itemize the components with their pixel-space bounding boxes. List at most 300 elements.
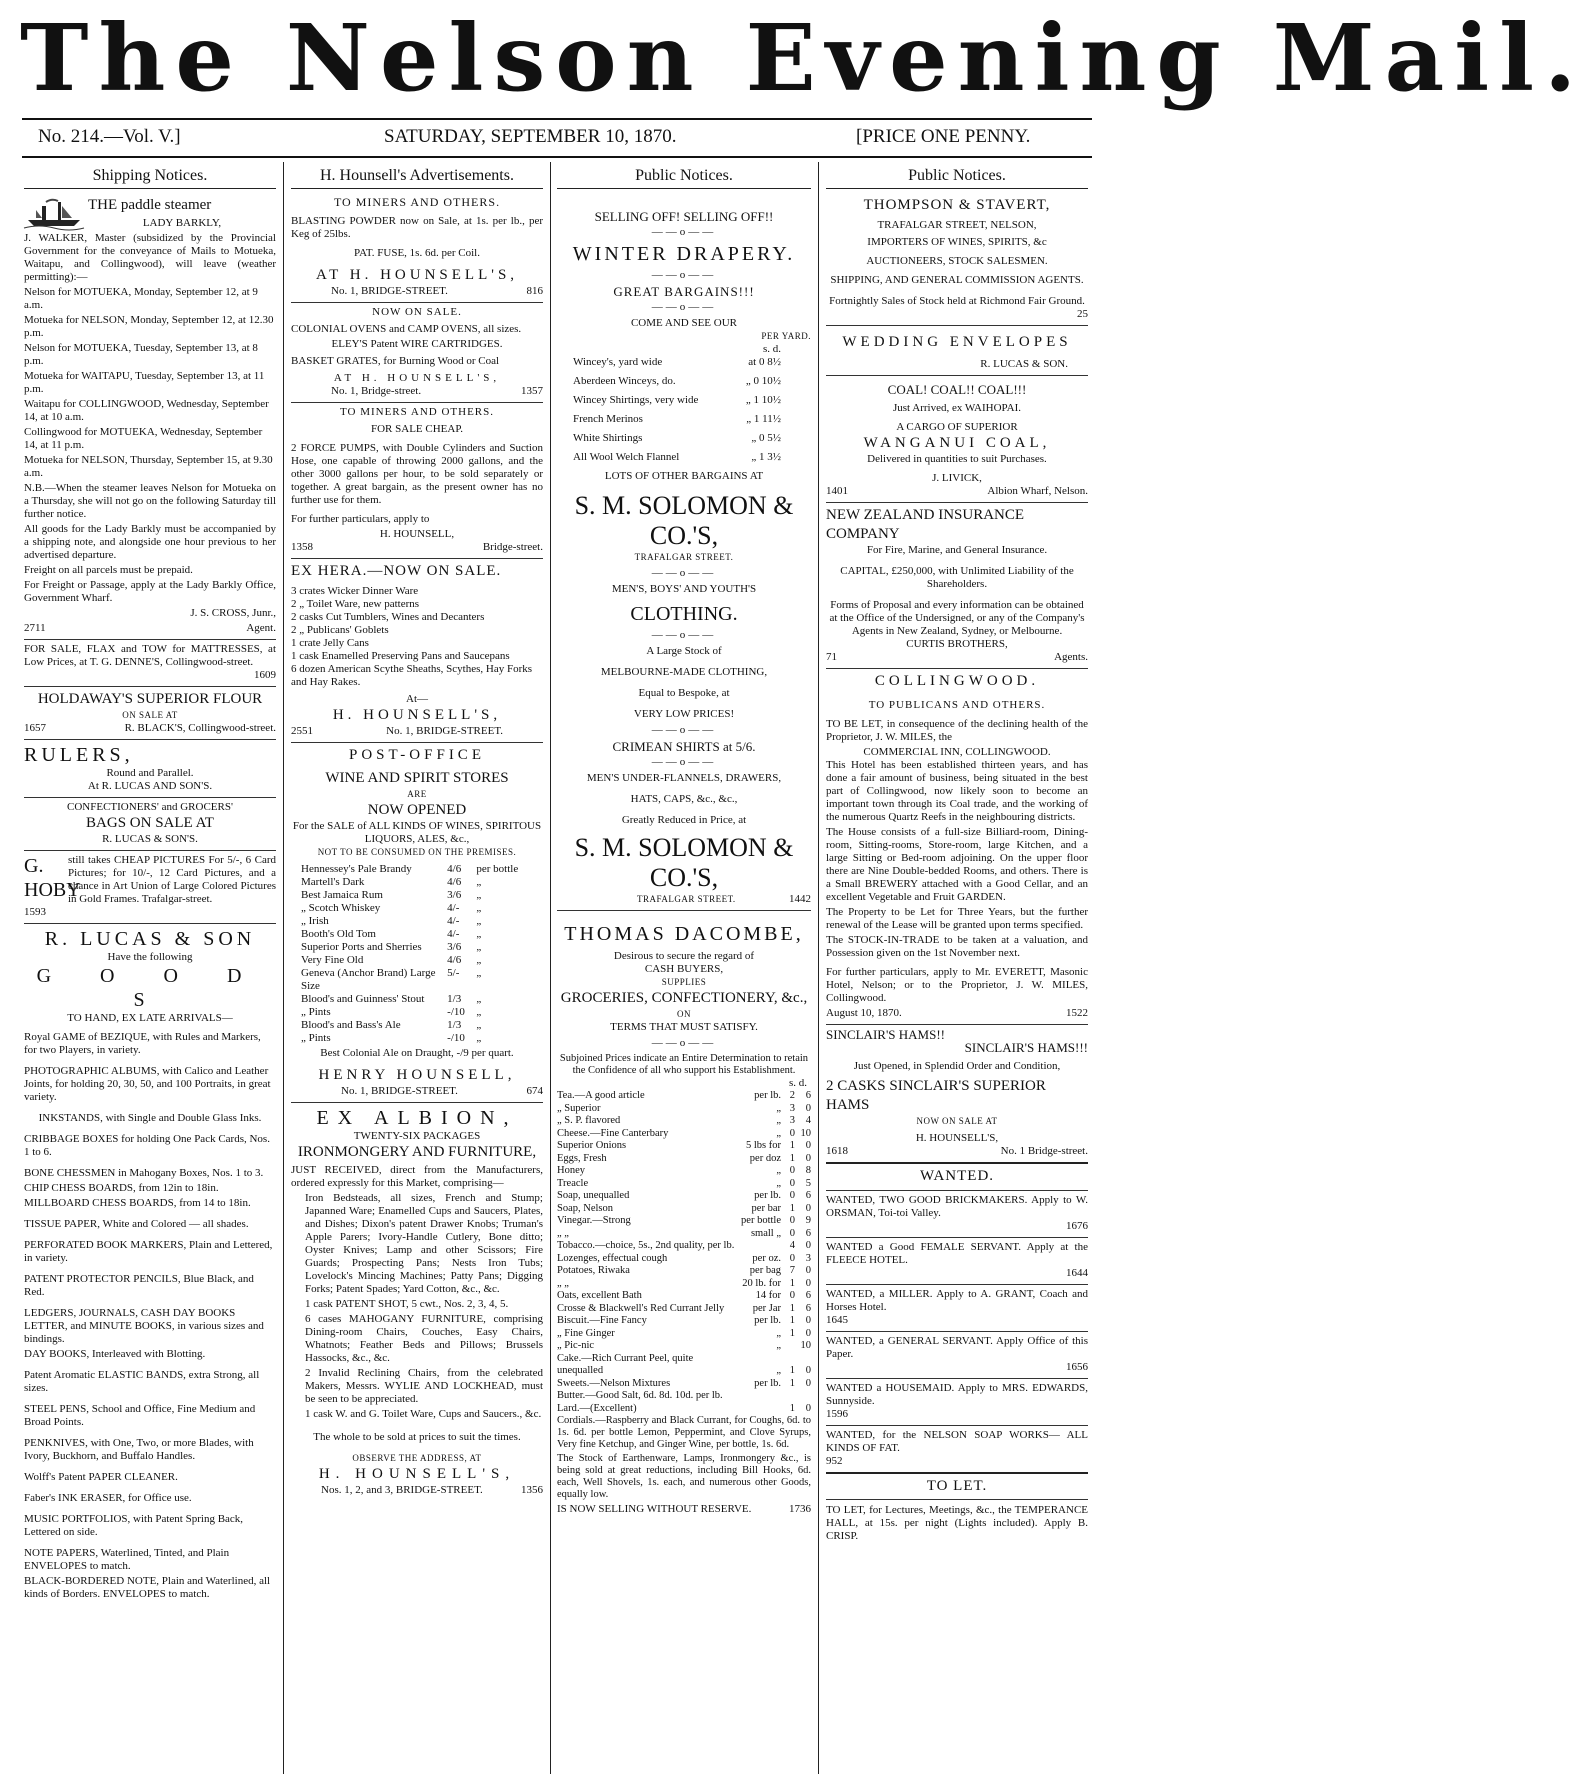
price-row: Butter.—Good Salt, 6d. 8d. 10d. per lb.	[557, 1390, 723, 1401]
hera-item: 3 crates Wicker Dinner Ware	[291, 585, 419, 597]
albion-item: Iron Bedsteads, all sizes, French and Stump; Japanned Ware; Enamelled Cups and Saucers, Plates, and Dishes; Dixon's patent Drawer Knobs; Truman's Apple Parers; Ivory-Handle Cutlery, Bone ditto; Oyster Knives; Lamp and other Scissors; Fire Guards; Prospecting Pans; Nests Iron Tubs; Lovelock's Mincing Machines; Patty Pans; Digging Forks; Patent Spades; Yard Cotton, &c., &c.	[305, 1192, 543, 1295]
barkly-sailing: Collingwood for MOTUEKA, Wednesday, September 14, at 11 p.m.	[24, 426, 263, 451]
column-public-notices	[557, 166, 811, 1774]
hounsell-name: H. HOUNSELL'S,	[318, 1466, 516, 1482]
price-row: Geneva (Anchor Brand) Large Size 5/- „	[301, 967, 482, 992]
wanted-ad	[826, 1332, 1088, 1379]
price-row: „ „ 20 lb. for 1 0	[557, 1277, 811, 1289]
lucas-item: PHOTOGRAPHIC ALBUMS, with Calico and Leather Joints, for holding 20, 30, 50, and 100 Portraits, in great variety.	[24, 1065, 271, 1103]
miners-title: TO MINERS AND OTHERS.	[333, 195, 501, 209]
lucas-item: DAY BOOKS, Interleaved with Blotting.	[24, 1348, 206, 1360]
collingwood-sub: TO PUBLICANS AND OTHERS.	[868, 699, 1046, 711]
lucas-item: BONE CHESSMEN in Mahogany Boxes, Nos. 1 to 3.	[24, 1167, 264, 1179]
wanted-ad	[826, 1238, 1088, 1285]
ad-number: 1736	[789, 1503, 811, 1515]
hounsell-address: No. 1, BRIDGE-STREET.	[386, 725, 503, 737]
fabric-row: Aberdeen Winceys, do. „ 0 10½	[573, 375, 781, 387]
price-row: Superior Onions 5 lbs for 1 0	[557, 1140, 811, 1151]
albion-item: 1 cask PATENT SHOT, 5 cwt., Nos. 2, 3, 4, 5.	[305, 1298, 509, 1310]
greatly-reduced: Greatly Reduced in Price, at	[621, 814, 747, 826]
barkly-sailing: Nelson for MOTUEKA, Monday, September 12, at 9 a.m.	[24, 286, 258, 311]
blasting-text: BLASTING POWDER now on Sale, at 1s. per lb., per Keg of 25lbs.	[291, 215, 543, 240]
mens-clothing: MEN'S, BOYS' AND YOUTH'S	[611, 583, 757, 595]
solomon-name: S. M. SOLOMON & CO.'S,	[574, 833, 794, 892]
barkly-sailing: Waitapu for COLLINGWOOD, Wednesday, September 14, at 10 a.m.	[24, 398, 269, 423]
flour-ad	[24, 687, 276, 740]
hounsell-address: No. 1, BRIDGE-STREET.	[341, 1085, 458, 1097]
barkly-sailing: Motueka for NELSON, Thursday, September 15, at 9.30 a.m.	[24, 454, 273, 479]
collingwood-intro: TO BE LET, in consequence of the declining health of the Proprietor, J. W. MILES, the	[826, 718, 1088, 743]
wedding-by: R. LUCAS & SON.	[980, 358, 1068, 370]
very-low-prices: VERY LOW PRICES!	[633, 708, 735, 720]
flour-title: HOLDAWAY'S SUPERIOR FLOUR	[37, 691, 263, 707]
hams-opened: Just Opened, in Splendid Order and Condition,	[853, 1060, 1061, 1072]
price-row: Booth's Old Tom 4/- „	[301, 928, 482, 940]
sd-header: s. d.	[788, 1077, 807, 1089]
lucas-item: NOTE PAPERS, Waterlined, Tinted, and Plain ENVELOPES to match.	[24, 1547, 230, 1572]
come-and-see: COME AND SEE OUR	[630, 317, 738, 329]
price-row: „ Pic-nic „ 10	[557, 1340, 811, 1351]
dateline-rule	[22, 156, 1092, 158]
price-row: Honey „ 0 8	[557, 1165, 811, 1176]
ornament-divider: ——o——	[651, 724, 717, 736]
dacombe-desirous: Desirous to secure the regard of	[613, 950, 755, 962]
flour-address: R. BLACK'S, Collingwood-street.	[124, 722, 276, 734]
pumps-apply: For further particulars, apply to	[291, 513, 430, 525]
ovens-text: BASKET GRATES, for Burning Wood or Coal	[291, 355, 500, 367]
coal-ad	[826, 376, 1088, 503]
hounsell-address: No. 1, Bridge-street.	[331, 385, 422, 397]
pumps-sub: FOR SALE CHEAP.	[371, 423, 463, 435]
ad-number: 2711	[24, 622, 46, 634]
ad-number: 1657	[24, 722, 46, 734]
barkly-name: LADY BARKLY,	[142, 217, 222, 229]
price-row: Biscuit.—Fine Fancy per lb. 1 0	[557, 1315, 811, 1326]
coal-name: WANGANUI COAL,	[863, 435, 1051, 451]
lucas-ad	[24, 924, 276, 1607]
barkly-body: J. WALKER, Master (subsidized by the Provincial Government for the conveyance of Mails to Motueka, Waitapu, and Collingwood), will leave (weather permitting):—	[24, 232, 276, 283]
ad-number: 71	[826, 651, 837, 663]
dacombe-name: THOMAS DACOMBE,	[564, 923, 804, 945]
fabric-row: White Shirtings „ 0 5½	[573, 432, 781, 444]
ovens-text: ELEY'S Patent WIRE CARTRIDGES.	[331, 338, 503, 350]
henry-hounsell: HENRY HOUNSELL,	[318, 1067, 516, 1083]
po-title: POST-OFFICE	[349, 747, 485, 763]
albion-text: JUST RECEIVED, direct from the Manufacturers, ordered expressly for this Market, comprising—	[291, 1164, 543, 1189]
po-not: NOT TO BE CONSUMED ON THE PREMISES.	[317, 847, 517, 857]
insurance-capital: CAPITAL, £250,000, with Unlimited Liability of the Shareholders.	[840, 565, 1074, 590]
column-heading: Public Notices.	[826, 166, 1088, 189]
price-row: Eggs, Fresh per doz 1 0	[557, 1152, 811, 1164]
dacombe-on: ON	[677, 1009, 691, 1019]
barkly-passage: For Freight or Passage, apply at the Lady Barkly Office, Government Wharf.	[24, 579, 276, 604]
melbourne-clothing: MELBOURNE-MADE CLOTHING,	[600, 666, 768, 678]
hoby-ad	[24, 851, 276, 924]
albion-item: 1 cask W. and G. Toilet Ware, Cups and Saucers., &c.	[305, 1408, 542, 1420]
trafalgar-street: TRAFALGAR STREET.	[634, 552, 734, 562]
hounsell-address: No. 1, BRIDGE-STREET.	[331, 285, 448, 297]
equal-bespoke: Equal to Bespoke, at	[638, 687, 730, 699]
hera-item: 2 „ Publicans' Goblets	[291, 624, 389, 636]
hoby-text: still takes CHEAP PICTURES For 5/-, 6 Card Pictures; for 10/-, 12 Card Pictures, and a chance in Art Union of Large Colored Pictures in Gold Frames. Trafalgar-street.	[68, 854, 276, 905]
hams-title: SINCLAIR'S HAMS!!!	[964, 1040, 1088, 1055]
lots-of-bargains: LOTS OF OTHER BARGAINS AT	[604, 470, 764, 482]
wanted-text: WANTED a HOUSEMAID. Apply to MRS. EDWARDS, Sunnyside.	[826, 1382, 1088, 1407]
great-bargains: GREAT BARGAINS!!!	[613, 284, 755, 299]
hounsell-address: Nos. 1, 2, and 3, BRIDGE-STREET.	[321, 1484, 483, 1496]
lucas-item: Patent Aromatic ELASTIC BANDS, extra Strong, all sizes.	[24, 1369, 260, 1394]
lucas-item: CRIBBAGE BOXES for holding One Pack Cards, Nos. 1 to 6.	[24, 1133, 270, 1158]
price-row: Treacle „ 0 5	[557, 1177, 811, 1189]
thompson-shipping: SHIPPING, AND GENERAL COMMISSION AGENTS.	[830, 274, 1084, 286]
column-divider	[283, 162, 284, 1774]
price-row: Oats, excellent Bath 14 for 0 6	[557, 1290, 811, 1301]
barkly-role: Agent.	[246, 622, 276, 634]
dacombe-subjoined: Subjoined Prices indicate an Entire Determination to retain the Confidence of all who support his Establishment.	[559, 1053, 809, 1076]
column-shipping	[24, 166, 276, 1774]
albion-observe: OBSERVE THE ADDRESS, AT	[352, 1453, 482, 1463]
ad-number: 1593	[24, 906, 46, 918]
large-stock: A Large Stock of	[646, 645, 722, 657]
po-are: ARE	[407, 789, 427, 799]
pumps-title: TO MINERS AND OTHERS.	[339, 406, 495, 418]
coal-signature: J. LIVICK,	[932, 472, 982, 484]
ad-number: 2551	[291, 725, 313, 737]
coal-cargo: A CARGO OF SUPERIOR	[896, 421, 1018, 433]
hats-caps: HATS, CAPS, &c., &c.,	[630, 793, 738, 805]
albion-item: 6 cases MAHOGANY FURNITURE, comprising Dining-room Chairs, Couches, Easy Chairs, Whatnots; Feather Beds and Pillows; Brussels Hassocks, &c., &c.	[305, 1313, 543, 1364]
hera-item: 1 cask Enamelled Preserving Pans and Saucepans	[291, 650, 510, 662]
dacombe-ad	[557, 911, 811, 1520]
ad-number: 1357	[521, 385, 543, 397]
ad-number: 1356	[521, 1484, 543, 1496]
price-row: „ „ small „ 0 6	[557, 1227, 811, 1239]
wanted-text: WANTED, TWO GOOD BRICKMAKERS. Apply to W. ORSMAN, Toi-toi Valley.	[826, 1194, 1088, 1219]
barkly-nb: N.B.—When the steamer leaves Nelson for Motueka on a Thursday, she will not go on the following Saturday till further notice.	[24, 482, 276, 520]
masthead-title: The Nelson Evening Mail.	[20, 4, 1586, 112]
ad-number: 1358	[291, 541, 313, 553]
price-row: Cheese.—Fine Canterbary „ 0 10	[557, 1127, 811, 1139]
dacombe-closing: IS NOW SELLING WITHOUT RESERVE.	[557, 1503, 752, 1515]
dacombe-stock: The Stock of Earthenware, Lamps, Ironmongery &c., is being sold at great reductions, including Bill Hooks, 6d. each, Well Shovels, 1s. each, and numerous other Goods, equally low.	[557, 1453, 811, 1500]
solomon-name: S. M. SOLOMON & CO.'S,	[574, 491, 794, 550]
hera-ad	[291, 559, 543, 743]
wanted-section	[826, 1164, 1088, 1191]
ad-number: 1644	[1066, 1267, 1088, 1279]
hams-casks: 2 CASKS SINCLAIR'S SUPERIOR HAMS	[826, 1078, 1046, 1113]
price-row: Best Jamaica Rum 3/6 „	[301, 889, 482, 901]
blasting-ad	[291, 193, 543, 303]
lucas-item: PENKNIVES, with One, Two, or more Blades, with Ivory, Buckhorn, and Buffalo Handles.	[24, 1437, 254, 1462]
coal-title: COAL! COAL!! COAL!!!	[887, 382, 1027, 397]
po-price-list	[291, 859, 543, 1045]
ornament-divider: ——o——	[651, 629, 717, 641]
hoby-title: G. HOBY	[24, 855, 81, 901]
collingwood-paragraph: The STOCK-IN-TRADE to be taken at a valuation, and Possession given on the 1st November next.	[826, 934, 1088, 959]
lucas-item: INKSTANDS, with Single and Double Glass Inks.	[38, 1112, 262, 1124]
column-hounsell	[291, 166, 543, 1774]
price-row: Soap, Nelson per bar 1 0	[557, 1202, 811, 1214]
post-office-stores-ad	[291, 743, 543, 1103]
hera-at: At—	[406, 693, 428, 705]
barkly-goods: All goods for the Lady Barkly must be accompanied by a shipping note, and alongside one hour previous to her advertised departure.	[24, 523, 276, 561]
column-divider	[550, 162, 551, 1774]
hounsell-name: AT H. HOUNSELL'S,	[315, 267, 519, 283]
price-row: Potatoes, Riwaka per bag 7 0	[557, 1265, 811, 1276]
price-row: Martell's Dark 4/6 „	[301, 876, 482, 888]
coal-delivered: Delivered in quantities to suit Purchases.	[867, 453, 1047, 465]
price-row: „ Superior „ 3 0	[557, 1102, 811, 1114]
collingwood-paragraph: The Property to be Let for Three Years, but the further renewal of the Lease will be granted upon terms specified.	[826, 906, 1088, 931]
ad-number: 1645	[826, 1314, 848, 1326]
po-open: NOW OPENED	[367, 802, 467, 818]
winter-drapery: WINTER DRAPERY.	[572, 243, 796, 265]
collingwood-paragraph: The House consists of a full-size Billiard-room, Dining-room, Sitting-rooms, Store-room, large Kitchen, and a large Sitting or Bed-room adjoining. On the upper floor there are Nine Double-bedded Rooms, and others. There is a Small BREWERY attached with a Good Cellar, and an excellent Vegetable and Fruit GARDEN.	[826, 826, 1088, 903]
fuse-text: PAT. FUSE, 1s. 6d. per Coil.	[354, 247, 480, 259]
grocery-price-table	[557, 1090, 811, 1415]
price-row: Lozenges, effectual cough per oz. 0 3	[557, 1252, 811, 1264]
ad-number: 674	[526, 1085, 543, 1097]
price-row: „ S. P. flavored „ 3 4	[557, 1115, 811, 1126]
price-row: Lard.—(Excellent) 1 0	[557, 1402, 811, 1414]
ad-number: 1609	[254, 669, 276, 681]
sd-header: s. d.	[762, 343, 781, 355]
albion-item: 2 Invalid Reclining Chairs, from the celebrated Makers, Messrs. WYLIE AND LOCKHEAD, must be seen to be appreciated.	[305, 1367, 543, 1405]
wanted-text: WANTED, a MILLER. Apply to A. GRANT, Coach and Horses Hotel.	[826, 1288, 1088, 1313]
thompson-importers: IMPORTERS OF WINES, SPIRITS, &c	[867, 236, 1047, 248]
ad-number: 1522	[1066, 1007, 1088, 1019]
ornament-divider: ——o——	[651, 567, 717, 579]
wanted-ad	[826, 1191, 1088, 1238]
insurance-title: NEW ZEALAND INSURANCE COMPANY	[826, 507, 1025, 542]
hounsell-name: H. HOUNSELL'S,	[915, 1132, 999, 1144]
price-row: Sweets.—Nelson Mixtures per lb. 1 0	[557, 1377, 811, 1389]
wanted-ad	[826, 1426, 1088, 1474]
price-row: Vinegar.—Strong per bottle 0 9	[557, 1215, 811, 1226]
column-public-notices-2	[826, 166, 1088, 1774]
fabric-row: Wincey Shirtings, very wide „ 1 10½	[573, 394, 781, 406]
hams-ad	[826, 1025, 1088, 1164]
price-row: Tea.—A good article per lb. 2 6	[557, 1090, 811, 1101]
lucas-item: Wolff's Patent PAPER CLEANER.	[24, 1471, 178, 1483]
collingwood-ad	[826, 669, 1088, 1025]
wanted-ad	[826, 1285, 1088, 1332]
hounsell-name: AT H. HOUNSELL'S,	[333, 372, 501, 384]
price-row: Crosse & Blackwell's Red Currant Jelly per Jar 1 6	[557, 1302, 811, 1314]
lucas-item: Royal GAME of BEZIQUE, with Rules and Markers, for two Players, in variety.	[24, 1031, 261, 1056]
flax-text: FOR SALE, FLAX and TOW for MATTRESSES, at Low Prices, at T. G. DENNE'S, Collingwood-street.	[24, 643, 276, 668]
per-yard: PER YARD.	[761, 331, 811, 341]
column-divider	[818, 162, 819, 1774]
thompson-title: THOMPSON & STAVERT,	[863, 197, 1051, 213]
rulers-line: Round and Parallel.	[106, 767, 194, 779]
ovens-ad	[291, 303, 543, 403]
hera-item: 2 „ Toilet Ware, new patterns	[291, 598, 420, 610]
wanted-ad	[826, 1379, 1088, 1426]
pumps-ad	[291, 403, 543, 559]
price-row: Cake.—Rich Currant Peel, quite unequalled „ 1 0	[557, 1352, 811, 1376]
insurance-sub: For Fire, Marine, and General Insurance.	[866, 544, 1048, 556]
lucas-item: PATENT PROTECTOR PENCILS, Blue Black, and Red.	[24, 1273, 254, 1298]
price-row: „ Pints -/10 „	[301, 1032, 482, 1044]
ovens-text: COLONIAL OVENS and CAMP OVENS, all sizes.	[291, 323, 522, 335]
thompson-sales: Fortnightly Sales of Stock held at Richmond Fair Ground.	[829, 295, 1085, 307]
price-row: Superior Ports and Sherries 3/6 „	[301, 941, 482, 953]
dacombe-cash: CASH BUYERS,	[644, 963, 724, 975]
collingwood-inn: COMMERCIAL INN, COLLINGWOOD.	[863, 746, 1051, 758]
price-row: Soap, unequalled per lb. 0 6	[557, 1190, 811, 1201]
price-row: „ Irish 4/- „	[301, 915, 482, 927]
trafalgar-street: TRAFALGAR STREET.	[637, 894, 736, 904]
under-flannels: MEN'S UNDER-FLANNELS, DRAWERS,	[586, 772, 782, 784]
ad-number: 1401	[826, 485, 848, 497]
albion-sub2: IRONMONGERY AND FURNITURE,	[297, 1144, 537, 1160]
hera-item: 6 dozen American Scythe Sheaths, Scythes, Hay Forks and Hay Rakes.	[291, 663, 533, 688]
insurance-role: Agents.	[1054, 651, 1088, 663]
dacombe-terms: TERMS THAT MUST SATISFY.	[610, 1021, 758, 1033]
albion-title: EX ALBION,	[316, 1107, 518, 1129]
top-rule	[22, 118, 1092, 120]
lucas-arrivals: TO HAND, EX LATE ARRIVALS—	[67, 1012, 233, 1024]
to-let-ad	[826, 1474, 1088, 1547]
hera-title: EX HERA.—NOW ON SALE.	[291, 563, 502, 579]
ad-number: 952	[826, 1455, 843, 1467]
lucas-item: LEDGERS, JOURNALS, CASH DAY BOOKS LETTER, and MINUTE BOOKS, in various sizes and bindings.	[24, 1307, 264, 1345]
collingwood-paragraph: This Hotel has been established thirteen years, and has done a fair amount of business, being situated in the best part of Collingwood, now likely soon to become an important town through its Coal trade, and the working of the numerous Quartz Reefs in the neighbouring districts.	[826, 759, 1088, 823]
price-row: Blood's and Bass's Ale 1/3 „	[301, 1019, 482, 1031]
lucas-title: R. LUCAS & SON	[44, 928, 256, 950]
hounsell-name: H. HOUNSELL'S,	[332, 707, 502, 723]
price-row: „ Pints -/10 „	[301, 1006, 482, 1018]
ad-number: 1442	[789, 893, 811, 905]
ornament-divider: ——o——	[651, 269, 717, 281]
ad-number: 816	[526, 285, 543, 297]
lucas-item: MILLBOARD CHESS BOARDS, from 14 to 18in.	[24, 1197, 251, 1209]
fabric-row: French Merinos „ 1 11½	[573, 413, 781, 425]
fabric-row: Wincey's, yard wide at 0 8½	[573, 356, 781, 368]
issue-price: [PRICE ONE PENNY.	[856, 126, 1031, 147]
wanted-heading: WANTED.	[919, 1168, 995, 1184]
price-row: Very Fine Old 4/6 „	[301, 954, 482, 966]
pumps-text: 2 FORCE PUMPS, with Double Cylinders and Suction Hose, one capable of throwing 2000 gallons, and the other 3000 gallons per hour, to be sold separately or together. A great bargain, as the present owner has no further use for them.	[291, 442, 543, 506]
hams-title: SINCLAIR'S HAMS!!	[826, 1027, 945, 1042]
ad-number: 1618	[826, 1145, 848, 1157]
hams-address: No. 1 Bridge-street.	[1000, 1145, 1088, 1157]
dacombe-groceries: GROCERIES, CONFECTIONERY, &c.,	[560, 990, 808, 1006]
hera-item: 2 casks Cut Tumblers, Wines and Decanters	[291, 611, 485, 623]
rulers-ad	[24, 740, 276, 798]
solomon-ad	[557, 193, 811, 911]
price-row: „ Scotch Whiskey 4/- „	[301, 902, 482, 914]
thompson-auctioneers: AUCTIONEERS, STOCK SALESMEN.	[866, 255, 1048, 267]
lucas-item: Faber's INK ERASER, for Office use.	[24, 1492, 192, 1504]
albion-whole: The whole to be sold at prices to suit the times.	[313, 1431, 521, 1443]
ad-number: 1596	[826, 1408, 848, 1420]
dacombe-supplies: SUPPLIES	[661, 977, 707, 987]
po-stores: WINE AND SPIRIT STORES	[325, 770, 509, 786]
lucas-sub: Have the following	[107, 951, 193, 963]
bags-title: CONFECTIONERS' and GROCERS'	[67, 801, 233, 813]
ornament-divider: ——o——	[651, 226, 717, 238]
ornament-divider: ——o——	[651, 756, 717, 768]
ovens-title: NOW ON SALE.	[372, 306, 462, 318]
lucas-item: CHIP CHESS BOARDS, from 12in to 18in.	[24, 1182, 219, 1194]
collingwood-title: COLLINGWOOD.	[874, 673, 1040, 689]
wedding-title: WEDDING ENVELOPES	[842, 334, 1072, 350]
column-heading: Shipping Notices.	[24, 166, 276, 189]
lucas-item: STEEL PENS, School and Office, Fine Medium and Broad Points.	[24, 1403, 256, 1428]
issue-number: No. 214.—Vol. V.]	[38, 126, 181, 147]
dacombe-cordials: Cordials.—Raspberry and Black Currant, for Coughs, 6d. to 1s. 6d. per bottle Lemon, Peppermint, and Clove Syrups, Very fine Ketchup, and Ginger Wine, per bottle, 1s. 6d.	[557, 1415, 811, 1450]
po-sale: For the SALE of ALL KINDS OF WINES, SPIRITOUS LIQUORS, ALES, &c.,	[292, 820, 542, 845]
ad-number: 1676	[1066, 1220, 1088, 1232]
fabric-list	[557, 356, 811, 464]
barkly-title: THE paddle steamer	[88, 197, 212, 213]
bags-ad	[24, 798, 276, 851]
hera-item: 1 crate Jelly Cans	[291, 637, 369, 649]
rulers-title: RULERS,	[24, 744, 134, 766]
ornament-divider: ——o——	[651, 1037, 717, 1049]
hounsell-address: Bridge-street.	[482, 541, 543, 553]
bags-line: BAGS ON SALE AT	[86, 815, 214, 831]
lucas-item: PERFORATED BOOK MARKERS, Plain and Lettered, in variety.	[24, 1239, 273, 1264]
coal-arrived: Just Arrived, ex WAIHOPAI.	[892, 402, 1022, 414]
lucas-item: MUSIC PORTFOLIOS, with Patent Spring Back, Lettered on side.	[24, 1513, 244, 1538]
wanted-text: WANTED, a GENERAL SERVANT. Apply Office of this Paper.	[826, 1335, 1088, 1360]
wanted-text: WANTED, for the NELSON SOAP WORKS— ALL KINDS OF FAT.	[826, 1429, 1088, 1454]
issue-date: SATURDAY, SEPTEMBER 10, 1870.	[384, 126, 677, 147]
thompson-address: TRAFALGAR STREET, NELSON,	[877, 219, 1037, 231]
albion-ad	[291, 1103, 543, 1501]
hams-nowon: NOW ON SALE AT	[916, 1116, 998, 1126]
selling-off: SELLING OFF! SELLING OFF!!	[594, 209, 774, 224]
lucas-item: TISSUE PAPER, White and Colored — all shades.	[24, 1218, 249, 1230]
barkly-sailing: Motueka for NELSON, Monday, September 12, at 12.30 p.m.	[24, 314, 274, 339]
column-heading: Public Notices.	[557, 166, 811, 189]
hounsell-name: H. HOUNSELL,	[379, 528, 455, 540]
barkly-sailing: Motueka for WAITAPU, Tuesday, September 13, at 11 p.m.	[24, 370, 265, 395]
flax-ad	[24, 640, 276, 687]
fabric-row: All Wool Welch Flannel „ 1 3½	[573, 451, 781, 463]
wedding-envelopes-ad	[826, 326, 1088, 376]
ornament-divider: ——o——	[651, 301, 717, 313]
collingwood-paragraph: For further particulars, apply to Mr. EVERETT, Masonic Hotel, Nelson; or to the Proprietor, J. W. MILES, Collingwood.	[826, 966, 1088, 1004]
clothing-title: CLOTHING.	[630, 603, 738, 625]
to-let-heading: TO LET.	[826, 1477, 1088, 1500]
ad-number: 25	[1077, 308, 1088, 320]
lucas-goods: G O O D S	[36, 965, 264, 1011]
steamer-icon	[24, 196, 84, 230]
price-row: Blood's and Guinness' Stout 1/3 „	[301, 993, 482, 1005]
to-let-text: TO LET, for Lectures, Meetings, &c., the TEMPERANCE HALL, at 15s. per night (Lights included). Apply B. CRISP.	[826, 1504, 1088, 1542]
lady-barkly-ad	[24, 193, 276, 640]
insurance-forms: Forms of Proposal and every information can be obtained at the Office of the Undersigned, or any of the Company's Agents in New Zealand, Sydney, or Melbourne.	[829, 599, 1085, 637]
collingwood-date: August 10, 1870.	[826, 1007, 902, 1019]
rulers-line: At R. LUCAS AND SON'S.	[87, 780, 213, 792]
barkly-sailing: Nelson for MOTUEKA, Tuesday, September 13, at 8 p.m.	[24, 342, 258, 367]
column-heading: H. Hounsell's Advertisements.	[291, 166, 543, 189]
crimean-shirts: CRIMEAN SHIRTS at 5/6.	[612, 739, 756, 754]
albion-sub: TWENTY-SIX PACKAGES	[353, 1130, 481, 1142]
lucas-item: BLACK-BORDERED NOTE, Plain and Waterlined, all kinds of Borders. ENVELOPES to match.	[24, 1575, 271, 1600]
barkly-signature: J. S. CROSS, Junr.,	[190, 607, 276, 619]
thompson-ad	[826, 193, 1088, 326]
insurance-ad	[826, 503, 1088, 669]
coal-address: Albion Wharf, Nelson.	[987, 485, 1088, 497]
wanted-text: WANTED a Good FEMALE SERVANT. Apply at the FLEECE HOTEL.	[826, 1241, 1088, 1266]
price-row: Hennessey's Pale Brandy 4/6 per bottle	[301, 863, 519, 875]
barkly-freight: Freight on all parcels must be prepaid.	[24, 564, 193, 576]
